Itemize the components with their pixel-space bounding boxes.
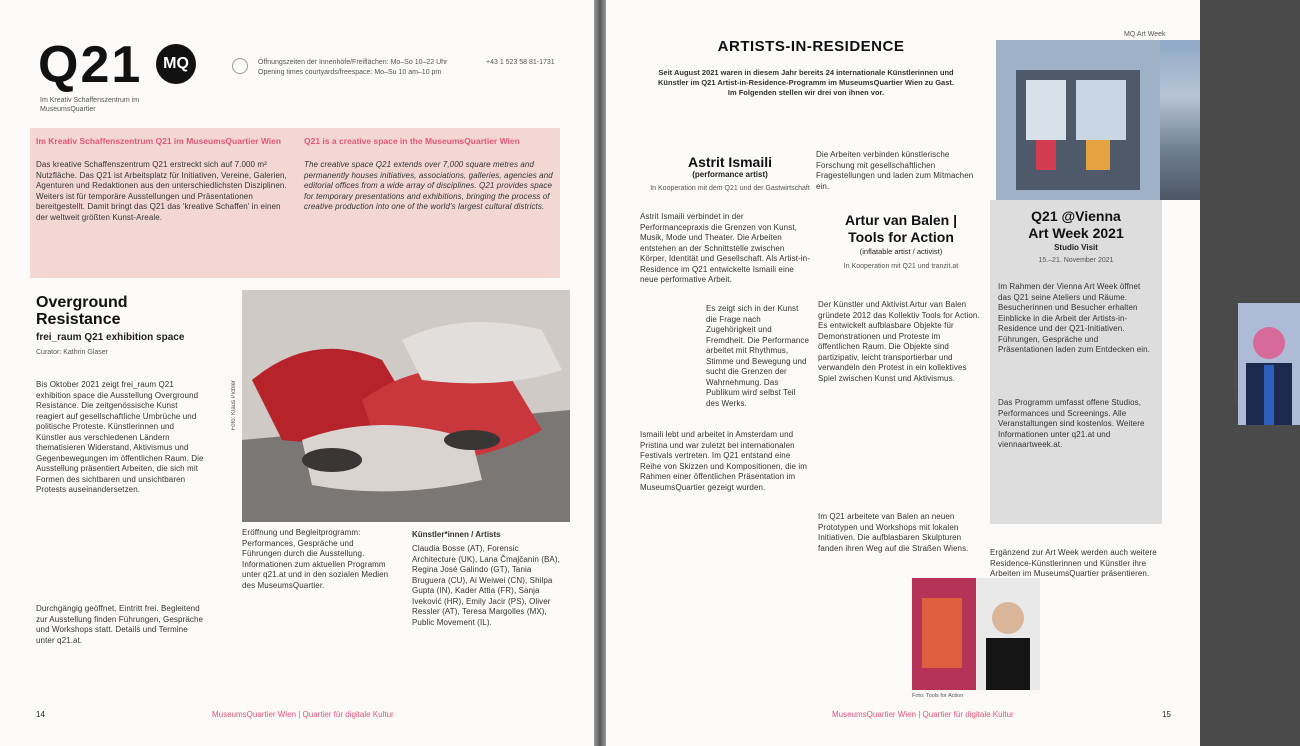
article-meta: Curator: Kathrin Glaser (36, 349, 108, 356)
q21-body: Im Rahmen der Vienna Art Week öffnet das Q21 seine Ateliers und Räume. Besucherinnen und Besucher erhalten Einblicke in die Arbeit der Artists-in-Residence und der Q21-Initiativen. Führungen, Gespräche und Präsentationen laden zum Entdecken ein. (998, 282, 1150, 354)
artur-title-2: Tools for Action (848, 229, 954, 245)
astrit-photo-credit: Foto: Astrit Ismaili (1233, 360, 1239, 404)
artur-body-2: Im Q21 arbeitete van Balen an neuen Prototypen und Workshops mit lokalen Initiativen. Die aufblasbaren Skulpturen fanden ihren Weg auf die Straßen Wiens. (818, 512, 969, 553)
photo-credit-left: Foto: Klaus Pichler (231, 380, 237, 431)
artists-heading: Künstler*innen / Artists (412, 530, 501, 539)
artur-meta: In Kooperation mit Q21 und tranzit.at (843, 263, 959, 270)
intro-en-heading: Q21 is a creative space in the MuseumsQuartier Wien (304, 136, 520, 146)
artists-list: Claudia Bosse (AT), Forensic Architecture (UK), Lana Čmajčanin (BA), Regina José Galindo (GT), Tania Bruguera (CU), Ai Weiwei (CN), Shilpa Gupta (IN), Kader Attia (FR), Sanja Iveković (HR), Emily Jacir (PS), Oliver Ressler (AT), Teresa Margolles (MX), Public Movement (IL). (412, 544, 560, 627)
left-page (0, 0, 594, 746)
page-number-right: 15 (1162, 710, 1171, 719)
logo-subtitle: Im Kreativ Schaffenszentrum im MuseumsQuartier (40, 97, 140, 113)
phone-number: +43 1 523 58 81-1731 (486, 59, 555, 66)
intro-en-body: The creative space Q21 extends over 7,000 square metres and permanently houses initiatives, associations, galleries, agencies and editorial offices from a wide array of disciplines. Q21 provides space for temporary presentations and exhibitions, bringing the process of creative production into one of the world's largest cultural districts. (304, 160, 553, 211)
footer-left: MuseumsQuartier Wien | Quartier für digitale Kultur (212, 710, 394, 719)
astrit-portrait (1238, 303, 1300, 425)
artur-body: Der Künstler und Aktivist Artur van Balen gründete 2012 das Kollektiv Tools for Action. Es entwickelt aufblasbare Objekte für Demonstrationen und Proteste im öffentlichen Raum. Die Objekte sind partizipativ, leicht transportierbar und verwandeln den Protest in ein kollektives Spiel zwischen Kunst und Aktivismus. (818, 300, 980, 383)
article-title: Overground Resistance (36, 294, 128, 328)
section-title: ARTISTS-IN-RESIDENCE (717, 38, 905, 55)
astrit-title: Astrit Ismaili (687, 154, 773, 170)
article-body-2: Durchgängig geöffnet, Eintritt frei. Begleitend zur Ausstellung finden Führungen, Gespräche und Workshops statt. Details und Termine unter q21.at. (36, 604, 204, 645)
astrit-body-3: Ismaili lebt und arbeitet in Amsterdam und Pristina und war zuletzt bei internationalen Festivals vertreten. Im Q21 entstand eine Reihe von Skizzen und Kompositionen, die im Rahmen einer öffentlichen Präsentation im MuseumsQuartier gezeigt wurden. (640, 430, 808, 492)
article-subtitle: frei_raum Q21 exhibition space (36, 332, 185, 343)
right-page (606, 0, 1239, 746)
artur-intro: Die Arbeiten verbinden künstlerische Forschung mit gesellschaftlichen Fragestellungen und laden zum Mitmachen ein. (816, 150, 974, 191)
intro-de-body: Das kreative Schaffenszentrum Q21 erstreckt sich auf 7.000 m² Nutzfläche. Das Q21 ist Arbeitsplatz für Initiativen, Vereine, Galerien, Agenturen und Redaktionen aus den unterschiedlichsten Disziplinen. Weiters ist für temporäre Ausstellungen und Präsentationen bereitgestellt. Damit bringt das Q21 das 'kreative Schaffen' in einen der weltweit größten Kunst-Areale. (36, 160, 287, 222)
duo-photo-caption: Foto: Tools for Action (912, 693, 964, 699)
opening-hours-en: Opening times courtyards/freespace: Mo–Su 10 am–10 pm (258, 69, 442, 76)
q21-subtitle: Studio Visit (1054, 243, 1098, 252)
q21-title-1: Q21 @Vienna (1031, 208, 1121, 224)
mq-badge: MQ (156, 44, 196, 84)
q21-building-photo (996, 40, 1200, 200)
q21-title-2: Art Week 2021 (1028, 225, 1124, 241)
exhibition-photo (242, 290, 570, 522)
intro-box (30, 128, 560, 278)
astrit-subtitle: (performance artist) (692, 170, 768, 179)
astrit-body-2: Es zeigt sich in der Kunst die Frage nach Zugehörigkeit und Fremdheit. Die Performance arbeitet mit Rhythmus, Stimme und Bewegung und sucht die Grenzen der Wahrnehmung. Das Publikum wird selbst Teil des Werks. (706, 304, 810, 408)
article-col2: Eröffnung und Begleitprogramm: Performances, Gespräche und Führungen durch die Ausstellung. Informationen zum aktuellen Programm unter q21.at und in den sozialen Medien des MuseumsQuartier. (242, 528, 389, 590)
astrit-meta: In Kooperation mit dem Q21 und der Gastwirtschaft (650, 185, 810, 192)
spine (594, 0, 606, 746)
top-tag: MQ Art Week (1124, 31, 1166, 38)
page-number-left: 14 (36, 710, 45, 719)
q21-body-3: Ergänzend zur Art Week werden auch weitere Residence-Künstlerinnen und Künstler ihre Arbeiten im MuseumsQuartier präsentieren. (990, 548, 1157, 578)
clock-icon (232, 58, 248, 74)
astrit-body: Astrit Ismaili verbindet in der Performancepraxis die Grenzen von Kunst, Musik, Mode und Theater. Die Arbeiten entstehen an der Schnittstelle zwischen Körper, Identität und Gesellschaft. Als Artist-in-Residence im Q21 entwickelte Ismaili eine neue performative Arbeit. (640, 212, 810, 284)
section-intro: Seit August 2021 waren in diesem Jahr bereits 24 internationale Künstlerinnen und Künstler im Q21 Artist-in-Residence-Programm im MuseumsQuartier Wien zu Gast. Im Folgenden stellen wir drei von ihnen vor. (658, 68, 954, 97)
q21-meta: 15.–21. November 2021 (1038, 257, 1114, 264)
opening-hours-de: Öffnungszeiten der Innenhöfe/Freiflächen: Mo–So 10–22 Uhr (258, 59, 448, 66)
footer-right: MuseumsQuartier Wien | Quartier für digitale Kultur (832, 710, 1014, 719)
q21-body-2: Das Programm umfasst offene Studios, Performances und Screenings. Alle Veranstaltungen sind kostenlos. Weitere Informationen unter q21.at und viennaartweek.at. (998, 398, 1145, 449)
article-body-1: Bis Oktober 2021 zeigt frei_raum Q21 exhibition space die Ausstellung Overground Resistance. Die zeitgenössische Kunst reagiert auf gesellschaftliche Umbrüche und politische Proteste. Künstlerinnen und Künstler aus verschiedenen Ländern thematisieren Widerstand, Aktivismus und Gegenbewegungen im öffentlichen Raum. Die Ausstellung präsentiert Arbeiten, die sich mit Formen des sichtbaren und unsichtbaren Protests auseinandersetzen. (36, 380, 204, 494)
artur-title-1: Artur van Balen | (844, 212, 958, 228)
tools-for-action-photo (912, 578, 1040, 690)
q21-logo: Q21 (38, 36, 143, 94)
intro-de-heading: Im Kreativ Schaffenszentrum Q21 im MuseumsQuartier Wien (36, 136, 282, 146)
artur-subtitle: (inflatable artist / activist) (859, 247, 943, 256)
